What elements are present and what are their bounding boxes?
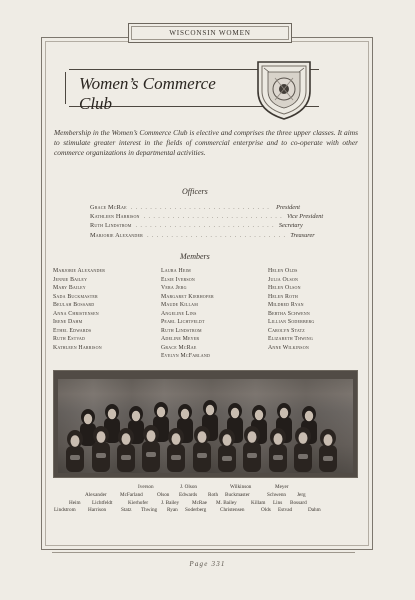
- member-name: Ruth Lindstrom: [161, 327, 202, 334]
- member-name: Beulah Bossard: [53, 302, 95, 308]
- officer-leader-dots: .............................: [146, 231, 289, 239]
- caption-name: Christensen: [220, 507, 245, 514]
- group-photo: [53, 370, 358, 478]
- member-name: Julia Olson: [268, 276, 299, 283]
- members-heading: Members: [180, 252, 210, 261]
- caption-name: Kierhofer: [128, 499, 149, 506]
- officer-name: Kathleen Harrison: [90, 213, 140, 221]
- caption-name: Thwing: [141, 507, 158, 514]
- officer-row: [90, 212, 324, 221]
- member-name: Evelyn McFarland: [161, 353, 211, 359]
- members-column-2: [161, 267, 214, 361]
- caption-name: Alexander: [85, 491, 107, 498]
- commerce-crest-icon: [255, 58, 313, 120]
- club-title: Women’s Commerce Club: [79, 74, 216, 113]
- caption-name: Harrison: [88, 507, 107, 514]
- caption-name: Bossard: [290, 499, 307, 506]
- running-header: WISCONSIN WOMEN: [169, 29, 251, 37]
- running-header-inner-border: [131, 26, 289, 40]
- caption-name: Killam: [251, 499, 266, 506]
- caption-name: Estvad: [278, 507, 293, 514]
- member-name: Elsie Iverson: [161, 276, 195, 283]
- footer-rule: [52, 552, 355, 553]
- officer-leader-dots: .............................: [143, 213, 285, 221]
- page-number: Page 331: [189, 560, 226, 568]
- caption-name: J. Bailey: [161, 499, 180, 506]
- caption-name: Lins: [273, 499, 283, 506]
- caption-row-4: [54, 507, 354, 515]
- member-name: Lillian Soderberg: [268, 319, 315, 325]
- caption-name: Jerg: [297, 491, 306, 498]
- member-name: Elizabeth Thwing: [268, 336, 313, 342]
- caption-name: Olson: [157, 491, 170, 498]
- officer-leader-dots: .............................: [130, 204, 273, 211]
- member-name: Helen Olson: [268, 285, 301, 291]
- photo-caption-block: [54, 484, 354, 515]
- member-name: Grace McRae: [161, 344, 197, 351]
- officer-row: [90, 221, 303, 230]
- member-name: Pearl Lichtfeldt: [161, 319, 205, 325]
- caption-name: Soderberg: [185, 507, 207, 514]
- officer-role: Secretary: [278, 222, 303, 230]
- caption-name: Olds: [261, 507, 271, 514]
- caption-row-3: [54, 500, 354, 508]
- officer-leader-dots: .............................: [135, 222, 277, 230]
- officers-heading: Officers: [182, 187, 208, 196]
- officer-role: Treasurer: [290, 231, 315, 239]
- caption-name: Roth: [208, 491, 219, 498]
- member-name: Vera Jerg: [161, 285, 187, 291]
- member-name: Bertha Schwenn: [268, 310, 310, 317]
- caption-name: Meyer: [275, 484, 289, 490]
- club-description: Membership in the Women’s Commerce Club is elective and comprises the three upper classes. It aims to stimulate greater interest in the fields of commercial enterprise and to co-operate with other commerce organizations in departmental activities.: [54, 128, 358, 158]
- members-column-3: [268, 267, 315, 352]
- running-header-plate: [128, 23, 292, 43]
- caption-row-1: [54, 484, 354, 492]
- member-name: Carolyn Statz: [268, 327, 305, 334]
- caption-name: Edwards: [179, 491, 198, 498]
- caption-name: Dahm: [308, 507, 321, 514]
- member-name: Mary Bailey: [53, 285, 86, 291]
- member-name: Irene Dahm: [53, 319, 83, 325]
- caption-name: Schwenn: [267, 491, 287, 498]
- officer-role: President: [276, 204, 300, 211]
- member-name: Anna Christensen: [53, 310, 99, 317]
- member-name: Laura Heim: [161, 268, 191, 274]
- caption-row-2: [54, 492, 354, 500]
- member-name: Jennie Bailey: [53, 276, 88, 283]
- member-name: Sada Buckmaster: [53, 293, 98, 300]
- caption-name: McFarland: [120, 491, 143, 498]
- caption-name: Lindstrom: [54, 507, 76, 514]
- caption-name: Wilkinson: [230, 484, 252, 490]
- officer-row: [90, 203, 300, 212]
- member-name: Angeline Lins: [161, 310, 197, 317]
- member-name: Margaret Kierhofer: [161, 293, 214, 300]
- member-name: Marjorie Alexander: [53, 268, 106, 274]
- officer-name: Grace McRae: [90, 204, 127, 211]
- member-name: Ethel Edwards: [53, 327, 92, 334]
- caption-name: Ryan: [167, 507, 178, 514]
- caption-name: Heim: [69, 499, 81, 506]
- officer-name: Ruth Lindstrom: [90, 222, 132, 230]
- officer-row: [90, 231, 315, 240]
- member-name: Adeline Meyer: [161, 336, 200, 342]
- officer-name: Marjorie Alexander: [90, 231, 143, 239]
- member-name: Mildred Ryan: [268, 302, 304, 308]
- member-name: Ruth Estvad: [53, 336, 86, 342]
- member-name: Anne Wilkinson: [268, 344, 309, 351]
- members-column-1: [53, 267, 105, 352]
- caption-name: Statz: [121, 507, 132, 514]
- member-name: Kathleen Harrison: [53, 344, 102, 351]
- member-name: Helen Roth: [268, 293, 298, 300]
- caption-name: Iverson: [138, 484, 154, 490]
- caption-name: McRae: [192, 499, 207, 506]
- officers-list: [90, 203, 324, 240]
- caption-name: Buckmaster: [225, 491, 250, 498]
- member-name: Maude Killam: [161, 302, 198, 308]
- group-photo-figures: [54, 371, 357, 477]
- caption-name: M. Bailey: [216, 499, 237, 506]
- member-name: Helen Olds: [268, 268, 298, 274]
- officer-role: Vice President: [286, 213, 324, 221]
- caption-name: Lichtfeldt: [92, 499, 113, 506]
- caption-name: J. Olson: [180, 484, 198, 490]
